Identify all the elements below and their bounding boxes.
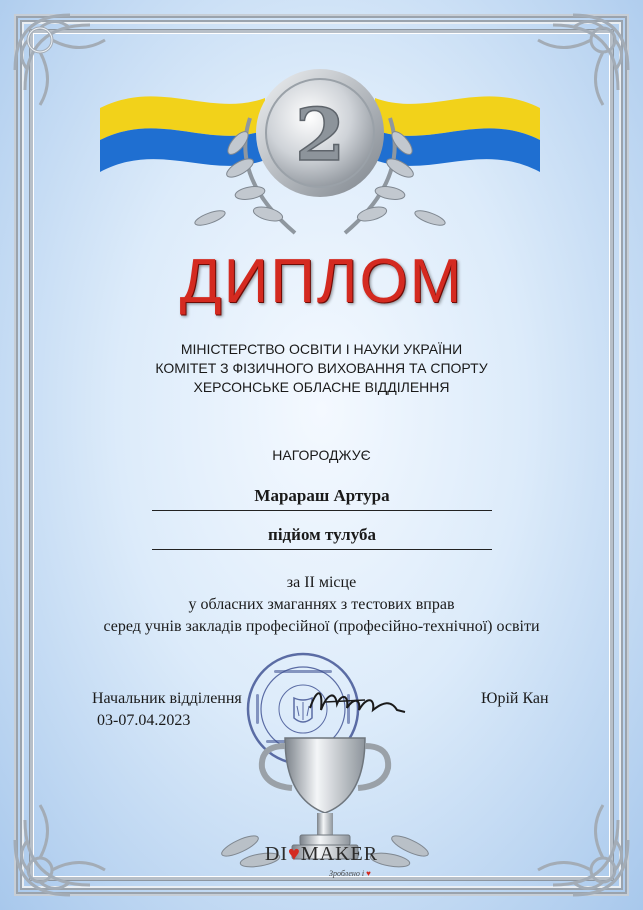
org-line: МІНІСТЕРСТВО ОСВІТИ І НАУКИ УКРАЇНИ: [180, 341, 463, 357]
diploma-title: ДИПЛОМ: [179, 247, 464, 316]
competition-line: у обласних змаганнях з тестових вправ: [188, 596, 455, 613]
tagline-text: Зроблено і: [329, 869, 365, 878]
event-name: підйом тулуба: [268, 525, 376, 544]
event-line: [152, 521, 492, 550]
awards-label: НАГОРОДЖУЄ: [272, 447, 371, 463]
org-line: КОМІТЕТ З ФІЗИЧНОГО ВИХОВАННЯ ТА СПОРТУ: [155, 360, 488, 376]
issuing-organization: [0, 340, 643, 397]
signatory-name: Юрій Кан: [481, 690, 549, 707]
medal-emblem: [90, 48, 550, 248]
org-line: ХЕРСОНСЬКЕ ОБЛАСНЕ ВІДДІЛЕННЯ: [193, 379, 450, 395]
logo-prefix: DI: [264, 843, 288, 865]
participants-line: серед учнів закладів професійної (професійно-технічної) освіти: [103, 618, 540, 635]
logo-tagline: [329, 869, 371, 878]
heart-icon: ♥: [288, 843, 301, 865]
place-description: [0, 572, 643, 638]
recipient-line: [152, 482, 492, 511]
signatory-title: Начальник відділення: [92, 690, 242, 707]
place-line: за ІІ місце: [286, 574, 357, 591]
recipient-name: Марараш Артура: [254, 486, 390, 505]
signature-icon: [305, 680, 410, 720]
event-date: 03-07.04.2023: [97, 712, 191, 729]
heart-icon: ♥: [366, 869, 371, 878]
medal-number: 2: [294, 92, 346, 177]
silver-medal-icon: [256, 69, 384, 197]
dimaker-logo: [0, 843, 643, 866]
logo-suffix: MAKER: [300, 843, 379, 865]
